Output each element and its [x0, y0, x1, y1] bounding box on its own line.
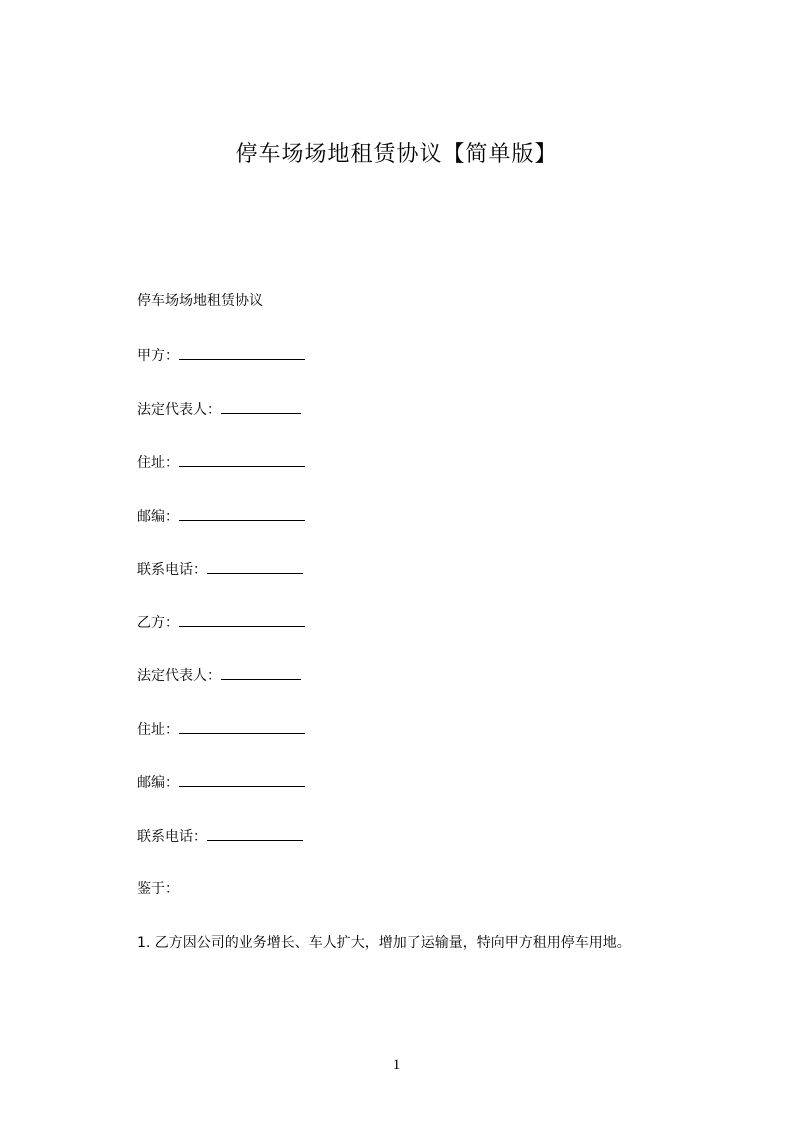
party-b-rep-label: 法定代表人： [137, 668, 221, 684]
party-a-address-label: 住址： [137, 455, 179, 471]
party-a-name-label: 甲方： [137, 348, 179, 364]
agreement-subtitle: 停车场场地租赁协议 [137, 293, 263, 309]
party-b-postcode-field [137, 772, 305, 793]
party-b-rep-field [137, 665, 301, 686]
party-a-postcode-blank [179, 506, 305, 521]
party-b-postcode-blank [179, 772, 305, 787]
party-a-phone-blank [207, 559, 303, 574]
party-b-name-field [137, 612, 305, 633]
party-a-rep-blank [221, 399, 301, 414]
party-a-postcode-field [137, 506, 305, 527]
party-a-address-blank [179, 452, 305, 467]
party-a-name-blank [179, 345, 305, 360]
party-a-phone-field [137, 559, 303, 580]
party-b-phone-blank [207, 826, 303, 841]
party-a-rep-field [137, 399, 301, 420]
document-title: 停车场场地租赁协议【简单版】 [235, 142, 558, 167]
party-b-name-label: 乙方： [137, 615, 179, 631]
party-a-phone-label: 联系电话： [137, 562, 207, 578]
party-b-name-blank [179, 612, 305, 627]
party-a-address-field [137, 452, 305, 473]
whereas-heading: 鉴于： [137, 881, 179, 897]
party-b-address-label: 住址： [137, 722, 179, 738]
party-b-address-field [137, 719, 305, 740]
party-b-phone-field [137, 826, 303, 847]
party-a-postcode-label: 邮编： [137, 509, 179, 525]
party-b-phone-label: 联系电话： [137, 829, 207, 845]
page-number: 1 [392, 1057, 401, 1073]
clause-1: 1. 乙方因公司的业务增长、车人扩大，增加了运输量，特向甲方租用停车用地。 [137, 935, 631, 951]
party-b-rep-blank [221, 665, 301, 680]
party-b-address-blank [179, 719, 305, 734]
party-a-name-field [137, 345, 305, 366]
party-b-postcode-label: 邮编： [137, 775, 179, 791]
party-a-rep-label: 法定代表人： [137, 402, 221, 418]
